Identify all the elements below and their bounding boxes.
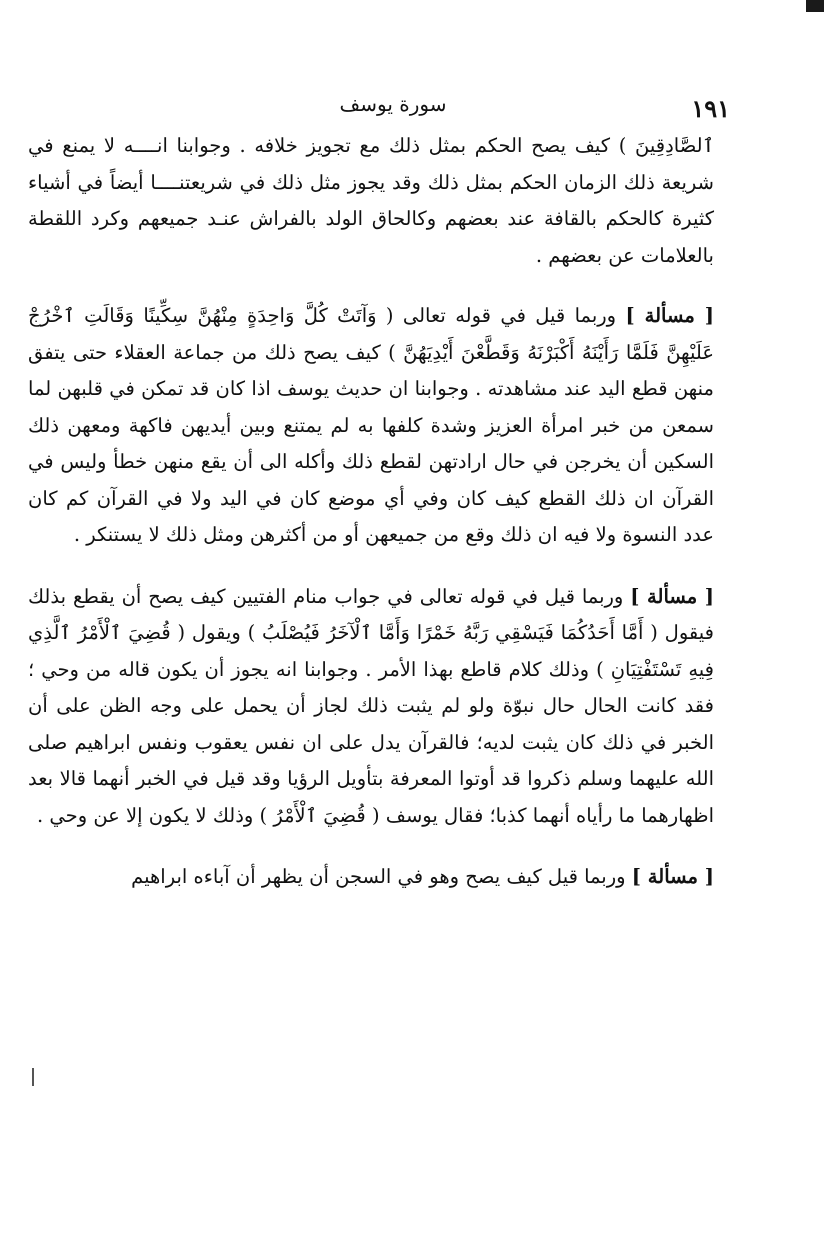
masala-label: [ مسألة ] <box>625 304 715 327</box>
paragraph-text: وربما قيل كيف يصح وهو في السجن أن يظهر أن آباءه ابراهيم <box>131 865 626 888</box>
paragraph-text: ٱلصَّادِقِينَ ) كيف يصح الحكم بمثل ذلك مع تجويز خلافه . وجوابنا انــــه لا يمنع في شريعة ذلك الزمان الحكم بمثل ذلك وقد يجوز مثل ذلك في شريعتنــــا أيضاً في أشياء كثيرة كالحكم بالقافة عند بعضهم وكالحاق الولد بالفراش عنـد جميعهم وكرد اللقطة بالعلامات عن بعضهم . <box>28 134 714 267</box>
page-number: ١٩١ <box>691 94 730 123</box>
paragraph-4 <box>28 859 714 896</box>
paragraph-1 <box>28 128 714 274</box>
running-title: سورة يوسف <box>339 92 447 116</box>
margin-mark <box>32 1068 34 1086</box>
paragraph-text: وربما قيل في قوله تعالى في جواب منام الفتيين كيف يصح أن يقطع بذلك فيقول ( أَمَّا أَحَدُكُمَا فَيَسْقِي رَبَّهُ خَمْرًا وَأَمَّا ٱلْآخَرُ فَيُصْلَبُ ) ويقول ( قُضِيَ ٱلْأَمْرُ ٱلَّذِي فِيهِ تَسْتَفْتِيَانِ ) وذلك كلام قاطع بهذا الأمر . وجوابنا انه يجوز أن يكون قاله من وحي ؛ فقد كانت الحال حال نبوّة ولو لم يثبت ذلك لجاز أن يحمل على وجه الظن على أن الخبر في ذلك كان يثبت لديه؛ فالقرآن يدل على ان نفس يعقوب ونفس ابراهيم صلى الله عليهما وسلم ذكروا قد أوتوا المعرفة بتأويل الرؤيا وقد قيل في الخبر أنهما قالا بعد اظهارهما ما رأياه أنهما كذبا؛ فقال يوسف ( قُضِيَ ٱلْأَمْرُ ) وذلك لا يكون إلا عن وحي . <box>28 584 714 827</box>
paragraph-3 <box>28 579 714 835</box>
paragraph-2 <box>28 298 714 554</box>
scan-corner-mark <box>806 0 824 12</box>
page-body <box>28 128 714 896</box>
masala-label: [ مسألة ] <box>630 584 714 608</box>
page-header <box>56 88 730 128</box>
paragraph-text: وربما قيل في قوله تعالى ( وَآتَتْ كُلَّ وَاحِدَةٍ مِنْهُنَّ سِكِّينًا وَقَالَتِ ٱخْرُجْ عَلَيْهِنَّ فَلَمَّا رَأَيْنَهُ أَكْبَرْنَهُ وَقَطَّعْنَ أَيْدِيَهُنَّ ) كيف يصح ذلك من جماعة العقلاء حتى يتفق منهن قطع اليد عند مشاهدته . وجوابنا ان حديث يوسف اذا كان قد تمكن في قلبهن لما سمعن من خبر امرأة العزيز وشدة كلفها به لم يمتنع وبين أيديهن فاكهة ومعهن ذلك السكين أن يخرجن في حال ارادتهن لقطع ذلك وأكله الى أن يقع منهن خطأ وليس في القرآن ان ذلك القطع كيف كان وفي أي موضع كان في اليد ولا في القرآن كم كان عدد النسوة ولا فيه ان ذلك وقع من جميعهن أو من أكثرهن ومثل ذلك لا يستنكر . <box>28 304 714 546</box>
masala-label: [ مسألة ] <box>631 865 714 888</box>
